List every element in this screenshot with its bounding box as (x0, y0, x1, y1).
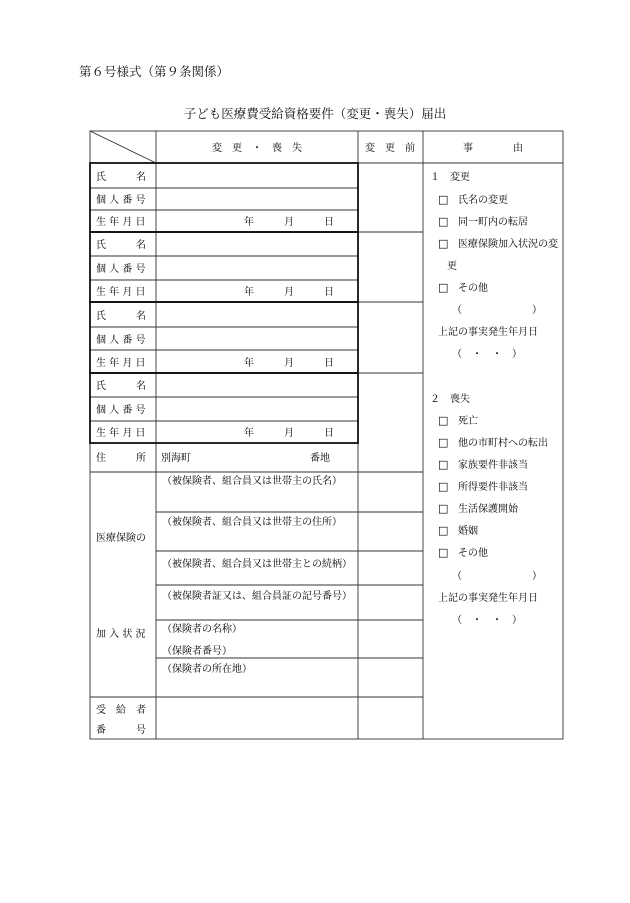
individual-number-label: 個 人 番 号 (96, 335, 146, 346)
header-before-change: 変 更 前 (365, 143, 415, 154)
checkbox[interactable]: □ (438, 237, 449, 250)
header-reason: 事 由 (463, 143, 523, 154)
checkbox[interactable]: □ (438, 436, 449, 449)
month-unit: 月 (284, 428, 294, 439)
reason-loss-other: その他 (458, 548, 488, 559)
individual-number-label: 個 人 番 号 (96, 264, 146, 275)
reason-moved-in-town: 同一町内の転居 (458, 217, 528, 228)
year-unit: 年 (244, 217, 254, 228)
header-diagonal (90, 131, 156, 163)
form-title: 子ども医療費受給資格要件（変更・喪失）届出 (183, 106, 447, 121)
change-fact-date-blank: （ ・ ・ ） (452, 349, 522, 360)
day-unit: 日 (324, 358, 334, 369)
checkbox[interactable]: □ (438, 458, 449, 471)
loss-heading: ２ 喪失 (430, 394, 470, 405)
birth-date-label: 生 年 月 日 (96, 358, 146, 369)
birth-date-label: 生 年 月 日 (96, 287, 146, 298)
individual-number-label: 個 人 番 号 (96, 405, 146, 416)
reason-family-ineligible: 家族要件非該当 (458, 460, 528, 471)
reason-insurance-change-wrap: 更 (447, 261, 457, 272)
insured-name-label: （被保険者、組合員又は世帯主の氏名） (162, 476, 342, 487)
reason-insurance-change: 医療保険加入状況の変 (458, 239, 558, 250)
loss-fact-date-blank: （ ・ ・ ） (452, 615, 522, 626)
checkbox[interactable]: □ (438, 480, 449, 493)
reason-income-ineligible: 所得要件非該当 (458, 482, 528, 493)
individual-number-label: 個 人 番 号 (96, 195, 146, 206)
year-unit: 年 (244, 358, 254, 369)
name-label: 氏 名 (96, 240, 146, 251)
year-unit: 年 (244, 287, 254, 298)
birth-date-label: 生 年 月 日 (96, 428, 146, 439)
form-number: 第６号様式（第９条関係） (79, 64, 230, 79)
checkbox[interactable]: □ (438, 193, 449, 206)
reason-moved-out: 他の市町村への転出 (458, 438, 548, 449)
day-unit: 日 (324, 217, 334, 228)
name-label: 氏 名 (96, 311, 146, 322)
reason-name-change: 氏名の変更 (458, 195, 508, 206)
insurer-location-label: （保険者の所在地） (162, 664, 252, 675)
reason-marriage: 婚姻 (458, 526, 478, 537)
reason-welfare-start: 生活保護開始 (458, 504, 518, 515)
insured-address-label: （被保険者、組合員又は世帯主の住所） (162, 517, 342, 528)
checkbox[interactable]: □ (438, 215, 449, 228)
month-unit: 月 (284, 287, 294, 298)
name-label: 氏 名 (96, 172, 146, 183)
address-banchi: 番地 (310, 453, 330, 464)
birth-date-label: 生 年 月 日 (96, 217, 146, 228)
name-label: 氏 名 (96, 381, 146, 392)
month-unit: 月 (284, 358, 294, 369)
month-unit: 月 (284, 217, 294, 228)
checkbox[interactable]: □ (438, 281, 449, 294)
recipient-label-bottom: 番 号 (96, 725, 146, 736)
reason-change-other: その他 (458, 283, 488, 294)
checkbox[interactable]: □ (438, 524, 449, 537)
day-unit: 日 (324, 428, 334, 439)
change-other-blank: （ ） (452, 305, 542, 316)
year-unit: 年 (244, 428, 254, 439)
loss-fact-date-label: 上記の事実発生年月日 (438, 593, 538, 604)
recipient-label-top: 受 給 者 (96, 705, 146, 716)
insured-relation-label: （被保険者、組合員又は世帯主との続柄） (162, 559, 352, 570)
address-town: 別海町 (161, 453, 191, 464)
address-label: 住 所 (96, 453, 146, 464)
reason-death: 死亡 (458, 416, 478, 427)
change-heading: １ 変更 (430, 172, 470, 183)
checkbox[interactable]: □ (438, 546, 449, 559)
change-fact-date-label: 上記の事実発生年月日 (438, 327, 538, 338)
insurer-name-label: （保険者の名称） (162, 624, 242, 635)
header-change-loss: 変 更 ・ 喪 失 (212, 143, 302, 154)
insurance-label-top: 医療保険の (96, 533, 146, 544)
day-unit: 日 (324, 287, 334, 298)
insurer-number-label: （保険者番号） (162, 646, 232, 657)
insurance-card-number-label: （被保険者証又は、組合員証の記号番号） (162, 591, 352, 602)
checkbox[interactable]: □ (438, 502, 449, 515)
insurance-label-bottom: 加 入 状 況 (96, 629, 146, 640)
checkbox[interactable]: □ (438, 414, 449, 427)
loss-other-blank: （ ） (452, 571, 542, 582)
